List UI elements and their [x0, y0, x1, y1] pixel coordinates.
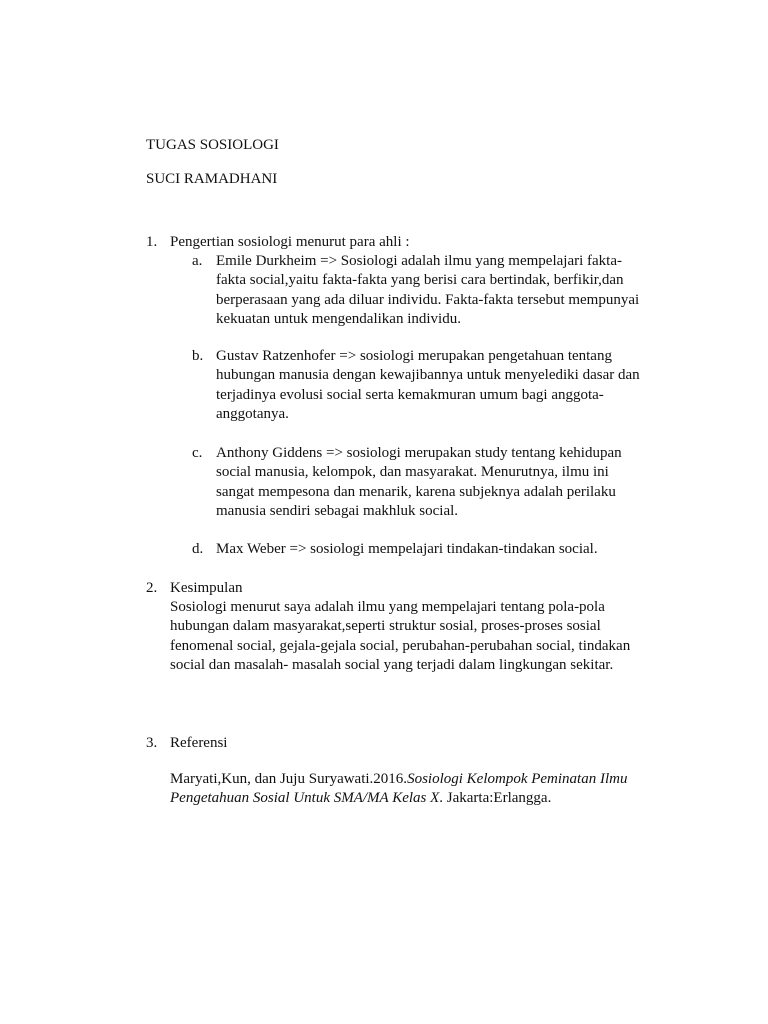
section-heading-conclusion: Kesimpulan [170, 580, 243, 596]
section-number: 1. [146, 234, 158, 250]
list-item-letter: b. [192, 348, 204, 364]
definition-durkheim [216, 252, 639, 329]
list-item-letter: c. [192, 445, 203, 461]
text-line: berperasaan yang ada diluar individu. Fakta-fakta tersebut mempunyai [216, 291, 640, 308]
conclusion-paragraph [170, 598, 630, 675]
text-line: social manusia, kelompok, dan masyarakat. Menurutnya, ilmu ini [216, 464, 609, 481]
reference-publisher: . Jakarta:Erlangga. [439, 790, 552, 807]
section-number: 2. [146, 580, 158, 596]
list-item-letter: d. [192, 541, 204, 557]
text-line: Max Weber => sosiologi mempelajari tindakan-tindakan social. [216, 541, 598, 557]
section-heading-definitions: Pengertian sosiologi menurut para ahli : [170, 234, 410, 250]
list-item-letter: a. [192, 253, 203, 269]
reference-book-title: Sosiologi Kelompok Peminatan Ilmu [407, 771, 628, 787]
definition-ratzenhofer [216, 347, 640, 424]
text-line: Anthony Giddens => sosiologi merupakan study tentang kehidupan [216, 445, 622, 461]
text-line: fakta social,yaitu fakta-fakta yang berisi cara bertindak, berfikir,dan [216, 272, 624, 289]
text-line: terjadinya evolusi social serta kemakmuran umum bagi anggota- [216, 386, 604, 403]
text-line: hubungan dalam masyarakat,seperti struktur sosial, proses-proses sosial [170, 618, 601, 635]
text-line: Gustav Ratzenhofer => sosiologi merupakan pengetahuan tentang [216, 348, 612, 364]
text-line: hubungan manusia dengan kewajibannya untuk menyelediki dasar dan [216, 367, 640, 384]
reference-line [170, 789, 627, 808]
reference-book-title: Pengetahuan Sosial Untuk SMA/MA Kelas X [170, 790, 440, 807]
section-heading-references: Referensi [170, 735, 228, 751]
text-line: fenomenal social, gejala-gejala social, perubahan-perubahan social, tindakan [170, 637, 631, 654]
document-title: TUGAS SOSIOLOGI [146, 137, 279, 153]
text-line: sangat mempesona dan menarik, karena subjeknya adalah perilaku [216, 483, 616, 500]
text-line: anggotanya. [216, 405, 289, 422]
text-line: Sosiologi menurut saya adalah ilmu yang mempelajari tentang pola-pola [170, 599, 605, 615]
reference-entry [170, 770, 627, 809]
definition-weber [216, 540, 598, 559]
reference-line [170, 770, 627, 789]
text-line: kekuatan untuk mengendalikan individu. [216, 310, 461, 327]
section-number: 3. [146, 735, 158, 751]
reference-authors: Maryati,Kun, dan Juju Suryawati.2016. [170, 771, 408, 787]
text-line: manusia sendiri sebagai makhluk social. [216, 502, 459, 519]
definition-giddens [216, 444, 622, 521]
author-name: SUCI RAMADHANI [146, 171, 278, 187]
text-line: social dan masalah- masalah social yang terjadi dalam lingkungan sekitar. [170, 656, 614, 673]
text-line: Emile Durkheim => Sosiologi adalah ilmu yang mempelajari fakta- [216, 253, 622, 269]
